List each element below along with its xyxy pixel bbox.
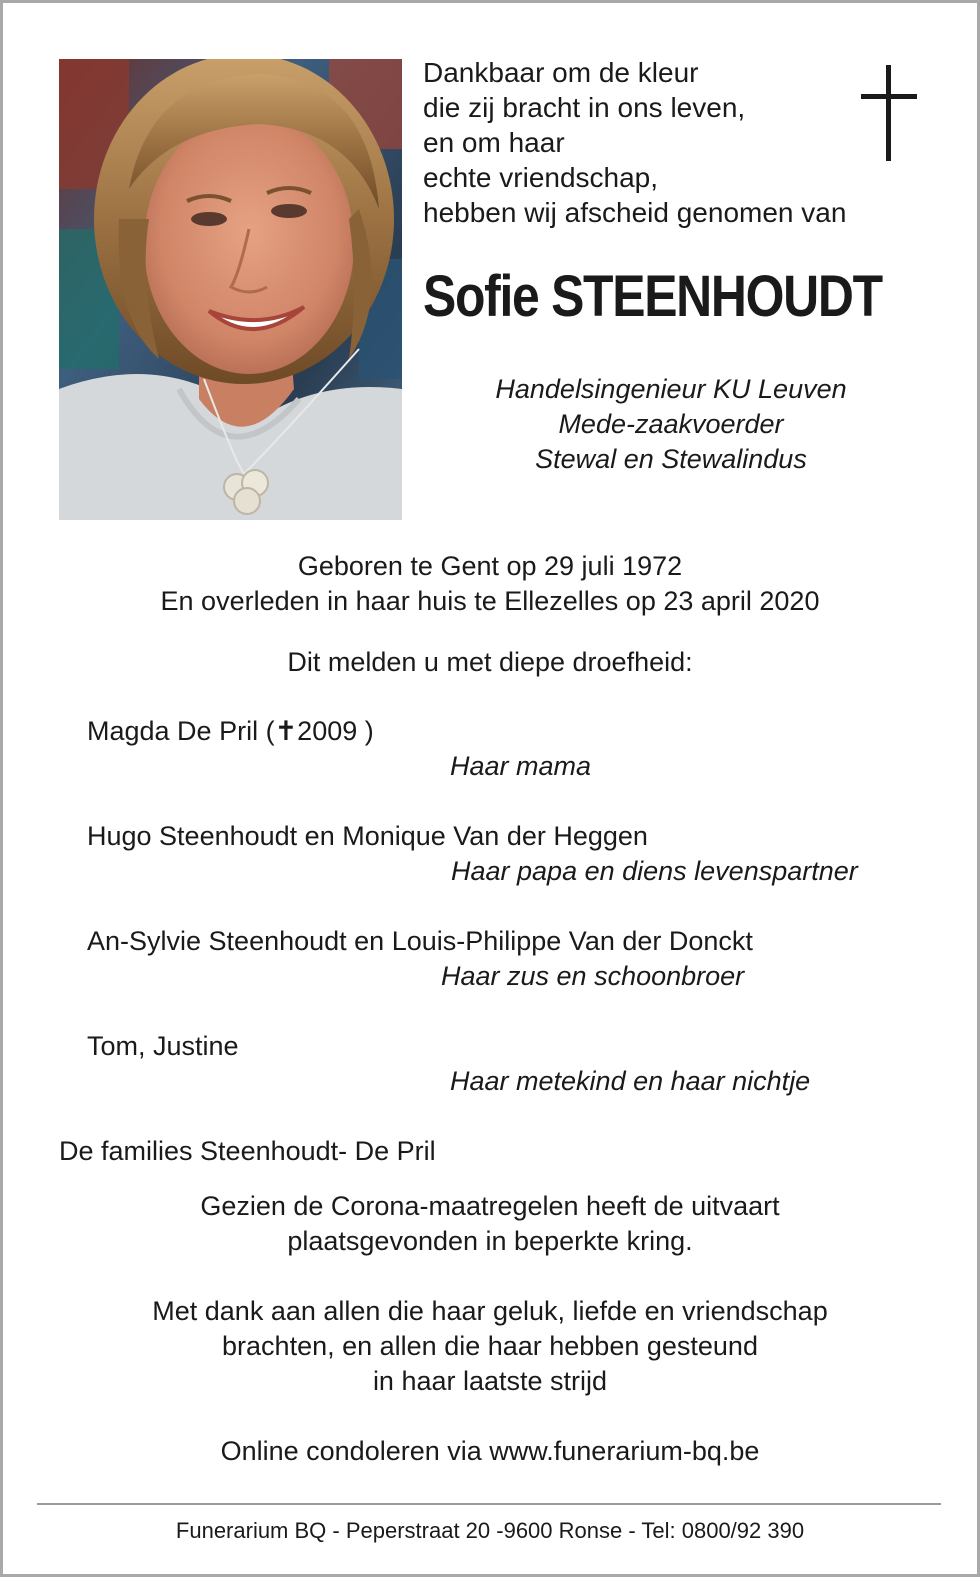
cross-icon	[861, 65, 917, 161]
intro-line: hebben wij afscheid genomen van	[423, 197, 847, 228]
intro-text	[423, 55, 903, 230]
mourner-relation: Haar mama	[450, 751, 592, 781]
mourner-relation: Haar papa en diens levenspartner	[451, 856, 858, 886]
birth-line: Geboren te Gent op 29 juli 1972	[297, 551, 683, 581]
intro-line: en om haar	[423, 127, 565, 158]
mourner-relation: Haar zus en schoonbroer	[441, 961, 745, 991]
mourner-name: An-Sylvie Steenhoudt en Louis-Philippe Van der Donckt	[87, 926, 753, 956]
professional-titles	[423, 372, 919, 477]
corona-line: Gezien de Corona-maatregelen heeft de uitvaart	[200, 1191, 780, 1221]
mourner-name: Magda De Pril (✝2009 )	[87, 716, 374, 746]
corona-line: plaatsgevonden in beperkte kring.	[287, 1226, 693, 1256]
thanks-line: brachten, en allen die haar hebben gesteund	[222, 1331, 758, 1361]
mourner-name: Hugo Steenhoudt en Monique Van der Heggen	[87, 821, 648, 851]
intro-line: echte vriendschap,	[423, 162, 659, 193]
title-line: Mede-zaakvoerder	[558, 409, 784, 439]
portrait-photo	[59, 59, 402, 520]
announcement: Dit melden u met diepe droefheid:	[287, 647, 693, 677]
intro-line: Dankbaar om de kleur	[423, 57, 699, 88]
deceased-name: Sofie STEENHOUDT	[423, 264, 882, 329]
footer-divider	[37, 1503, 941, 1505]
mourner-relation: Haar metekind en haar nichtje	[450, 1066, 811, 1096]
intro-line: die zij bracht in ons leven,	[423, 92, 746, 123]
thanks-line: Met dank aan allen die haar geluk, liefde en vriendschap	[152, 1296, 828, 1326]
online-condolences: Online condoleren via www.funerarium-bq.be	[220, 1436, 760, 1466]
funeral-home-footer: Funerarium BQ - Peperstraat 20 -9600 Ronse - Tel: 0800/92 390	[175, 1518, 805, 1543]
mourner-name: Tom, Justine	[87, 1031, 239, 1061]
families-line: De families Steenhoudt- De Pril	[59, 1136, 436, 1166]
title-line: Stewal en Stewalindus	[535, 444, 807, 474]
thanks-line: in haar laatste strijd	[372, 1366, 608, 1396]
title-line: Handelsingenieur KU Leuven	[495, 374, 847, 404]
death-line: En overleden in haar huis te Ellezelles op 23 april 2020	[160, 586, 820, 616]
